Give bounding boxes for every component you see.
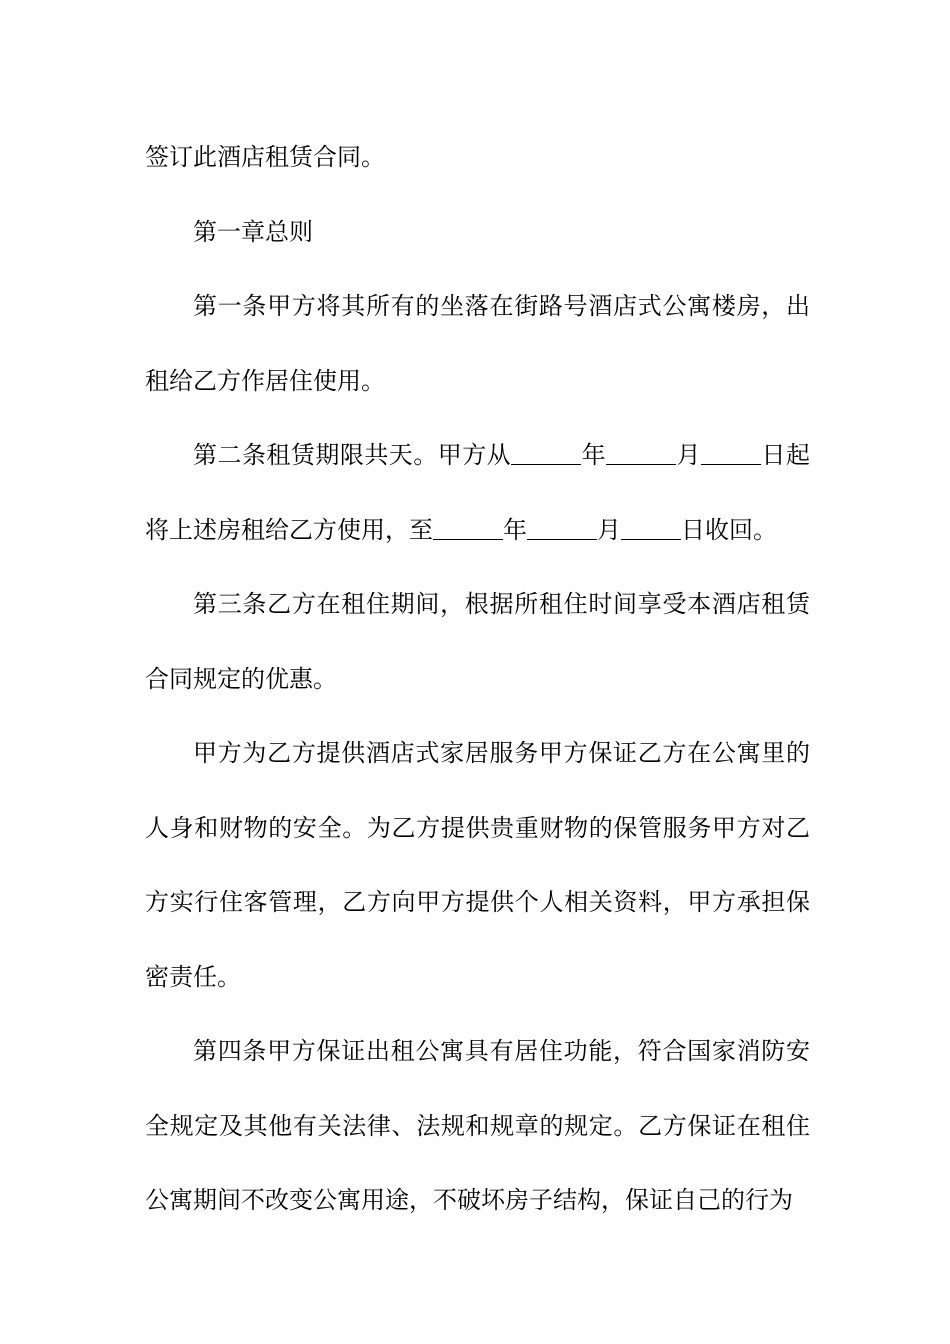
label-day-end: 日收回。 — [681, 515, 777, 544]
article-2-lead: 第二条租赁期限共天。甲方从 — [193, 441, 512, 469]
document-body — [145, 120, 810, 1238]
blank-end-month — [527, 515, 597, 540]
article-3: 第三条乙方在租住期间，根据所租住时间享受本酒店租赁合同规定的优惠。 — [145, 590, 810, 693]
article-1: 第一条甲方将其所有的坐落在街路号酒店式公寓楼房，出租给乙方作居住使用。 — [145, 292, 810, 395]
label-year: 年 — [581, 441, 607, 469]
article-4: 第四条甲方保证出租公寓具有居住功能，符合国家消防安全规定及其他有关法律、法规和规章的规定。乙方保证在租住公寓期间不改变公寓用途，不破坏房子结构，保证自己的行为 — [145, 1037, 810, 1214]
label-month-end: 月 — [597, 515, 621, 544]
article-2 — [145, 418, 810, 567]
blank-start-day — [701, 440, 761, 465]
label-year-end: 年 — [503, 515, 527, 544]
blank-end-year — [433, 515, 503, 540]
paragraph-signing: 签订此酒店租赁合同。 — [145, 143, 385, 171]
chapter-heading: 第一章总则 — [193, 217, 313, 246]
blank-start-month — [606, 440, 676, 465]
label-month: 月 — [676, 441, 702, 469]
label-day-start: 日起 — [761, 441, 811, 469]
blank-end-day — [621, 515, 681, 540]
article-2-continue: 将上述房租给乙方使用，至 — [145, 515, 433, 544]
paragraph-services: 甲方为乙方提供酒店式家居服务甲方保证乙方在公寓里的人身和财物的安全。为乙方提供贵重财物的保管服务甲方对乙方实行住客管理，乙方向甲方提供个人相关资料，甲方承担保密责任。 — [145, 739, 810, 991]
blank-start-year — [511, 440, 581, 465]
